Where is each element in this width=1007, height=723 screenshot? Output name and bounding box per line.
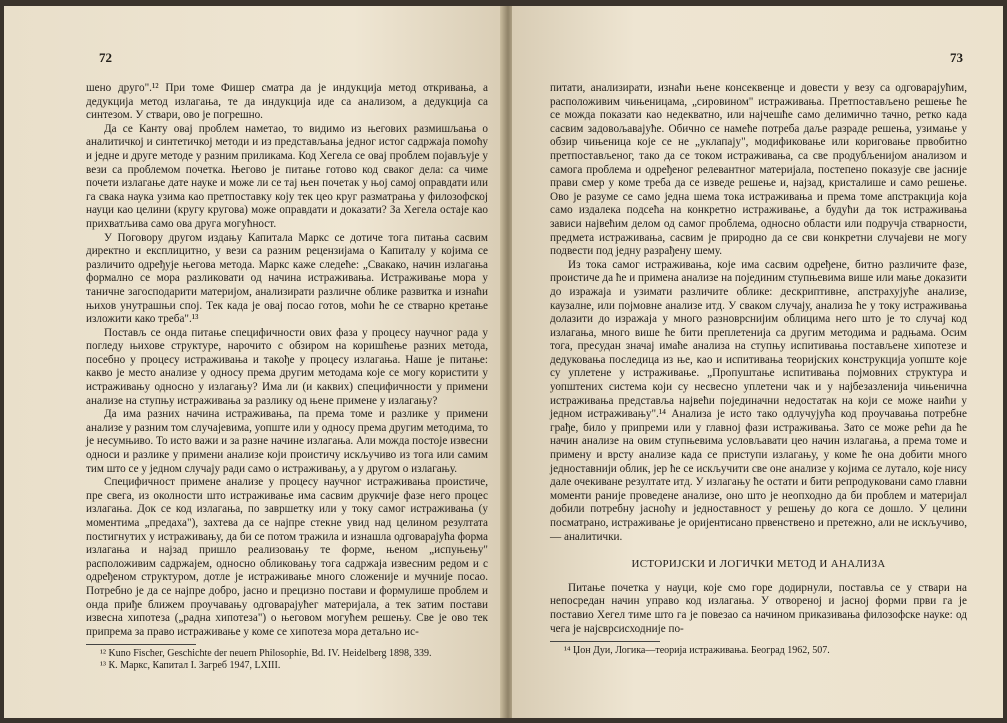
right-page bbox=[512, 6, 1003, 718]
page-number: 73 bbox=[950, 50, 963, 65]
body-text bbox=[550, 82, 967, 636]
paragraph: Да има разних начина истраживања, па према томе и разлике у примени анализе у разним том случајевима, уопште или у односу према другим методима, то је несумњиво. То исто важи и за разне начине излагања. Али можда постоје извесни односи и разлике у примени анализе који проистичу искључиво из тога или самим тим што се у једном случају ради само о истраживању, а у другом о излагању. bbox=[86, 408, 488, 475]
paragraph: У Поговору другом издању Капитала Маркс се дотиче тога питања сасвим директно и експлицитно, у вези са разним рецензијама о Капиталу у којима се различито одређује његова метода. Маркс каже следеће: „Свакако, начин излагања формално се мора разликовати од начина истраживања. Истраживање мора у таничне загосподарити материјом, анализирати различне облике развитка и изнаћи њихов унутрашњи спој. Тек када је овај посао готов, моћи ће се стварно кретање изложити како треба".¹³ bbox=[86, 231, 488, 326]
paragraph: Питање почетка у науци, које смо горе додирнули, постављa се у ствари на непосредан начин управо код излагања. У отвореној и јасној форми први га је поставио Хегел тиме што га је повезао са начином приказивања филозофске науке: од чега је најсврсисходније по- bbox=[550, 581, 967, 635]
body-text bbox=[86, 82, 488, 639]
footnotes bbox=[86, 648, 488, 672]
left-page bbox=[4, 6, 504, 718]
page-number: 72 bbox=[99, 50, 112, 65]
paragraph: шено друго".¹² При томе Фишер сматра да је индукција метод откривања, а дедукција метод излагања, те да индукција иде са анализом, а дедукција са синтезом. У ствари, ово је погрешно. bbox=[86, 82, 488, 122]
footnotes bbox=[550, 645, 967, 657]
footnote: ¹³ К. Маркс, Капитал I. Загреб 1947, LXIII. bbox=[100, 660, 281, 672]
paragraph: Постављ се онда питање специфичности ових фаза у процесу научног рада у погледу њихове структуре, нарочито с обзиром на коришћење разних метода, посебно у процесу истраживања и такође у процесу излагања. Наше је питање: какво је место анализе у односу према другим методама које се могу користити у истраживању односно у излагању? Има ли (и каквих) специфичности у примени анализе на ступњу истраживања за разлику од њене примене у излагању? bbox=[86, 326, 488, 407]
footnote-rule bbox=[86, 644, 196, 645]
footnote-rule bbox=[550, 641, 660, 642]
paragraph: питати, анализирати, изнаћи њене консеквенце и довести у везу са одговарајућим, расположивим чињеницама, „сировином" истраживања. Претпостављено решење ће се можда показати као недекватно, или најчешће само делимично тачно, ретко када сасвим задовољавајуће. Обично се намеће потреба даље разраде решења, узимање у обзир чињеница које се не „уклапају", модификовање или кориговање првобитно претпостављеног, тако да се током истраживања, са све продубљенијом анализом и самога проблема и одређеног релевантног материјала, постепено показује све јасније прави смер у коме треба да се изведе решење и, најзад, кристалише и само решење. Ово је разуме се само једна шема тока истраживања и према томе апстракција која само издалека подсећа на конкретно истраживање, а будући да ток истраживања зависи највећим делом од самог проблема, односно области или подручја стварности, предмета истраживања, сасвим је природно да се сви конкретни случајеви не могу подвести под једну разрађену шему. bbox=[550, 82, 967, 258]
footnote: ¹⁴ Џон Дуи, Логика—теорија истраживања. Београд 1962, 507. bbox=[564, 645, 830, 657]
footnote: ¹² Kuno Fischer, Geschichte der neuern Philosophie, Bd. IV. Heidelberg 1898, 339. bbox=[100, 648, 432, 660]
section-heading: ИСТОРИЈСКИ И ЛОГИЧКИ МЕТОД И АНАЛИЗА bbox=[631, 558, 886, 571]
paragraph: Да се Канту овај проблем наметао, то видимо из његових размишљања о аналитичкој и синтетичкој методи и из представљања једног истог садржаја помоћу и једне и друге методе у разним приликама. Код Хегела се овај проблем појављује у вези са проблемом почетка. Његово је питање готово код сваког дела: са чиме почети излагање дате науке и може ли се тај њен почетак у њој самој оправдати или га свака наука узима као претпоставку коју тек цео круг разматрања у филозофској науци као целини (кругу кругова) може оправдати и доказати? За Хегела остаје као прихватљива само ова друга могућност. bbox=[86, 122, 488, 230]
paragraph: Специфичност примене анализе у процесу научног истраживања проистиче, пре свега, из околности што истраживање има сасвим друкчије фазе него процес излагања. Док се код излагања, по завршетку или у току самог истраживања (у моментима „предаха"), захтева да се најпре стекне увид над целином резултата постигнутих у истраживању, да би се потом тражила и изнашла одговарајућа форма излагања и најзад пришло реализовању те форме, њеном „испуњењу" расположивим садржајем, односно обликовању тога садржаја извесним редом и с одређеном структуром, дотле је истраживање много сложеније и мучније посао. Потребно је да се најпре добро, јасно и прецизно постави и формулише проблем и онда приђе ближем проучавању одговарајућег материјала, а тек затим постави извесна хипотеза („радна хипотеза") о његовом могућем решењу. Све је ово тек припрема за право истраживање у коме се хипотеза мора детаљно ис- bbox=[86, 476, 488, 638]
paragraph: Из тока самог истраживања, које има сасвим одређене, битно различите фазе, проистиче да ће и примена анализе на појединим ступњевима више или мање доказити до изражаја и узимати различите облике: дескриптивне, апстрахујуће анализе, каузалне, или појмовне анализе итд. У сваком случају, анализа ће у току истраживања долазити до изражаја у много разноврснијим облицима него што је то случај код излагања, много више ће бити преплетенија са другим методима и радњама. Осим тога, пресудан значај имаће анализа на ступњу испитивања постављене хипотезе и дедуковања последица из ње, као и испитивања теоријских конструкција уопште које су уплетене у истраживање. „Пропуштање испитивања појмовних структура и уопштених система који су несвесно уплетени чак и у најбезазленија чињенична истраживања представља највећи појединачни недостатак на који се може наићи у једном истраживању".¹⁴ Анализа је исто тако одлучујућа код проучавања потребне грађе, било у припреми или у главној фази истраживања. Зато се може рећи да ће начин анализе на овим ступњевима условљавати цео начин излагања, а према томе и примену и врсту анализе када се приступи излагању, у коме ће она добити много једноставнији облик, јер ће се искључити све оне анализе у којима се лутало, које нису дале очекиване резултате итд. У излагању ће остати и бити репродуковани само главни моменти раније проведене анализе, оно што је неопходно да би проблем и материјал добили потребну јасноћу и једноставност у решењу до кога се дошло. У целини посматрано, истраживање је оријентисано првенствено и претежно, али не искључиво, — аналитички. bbox=[550, 258, 967, 543]
